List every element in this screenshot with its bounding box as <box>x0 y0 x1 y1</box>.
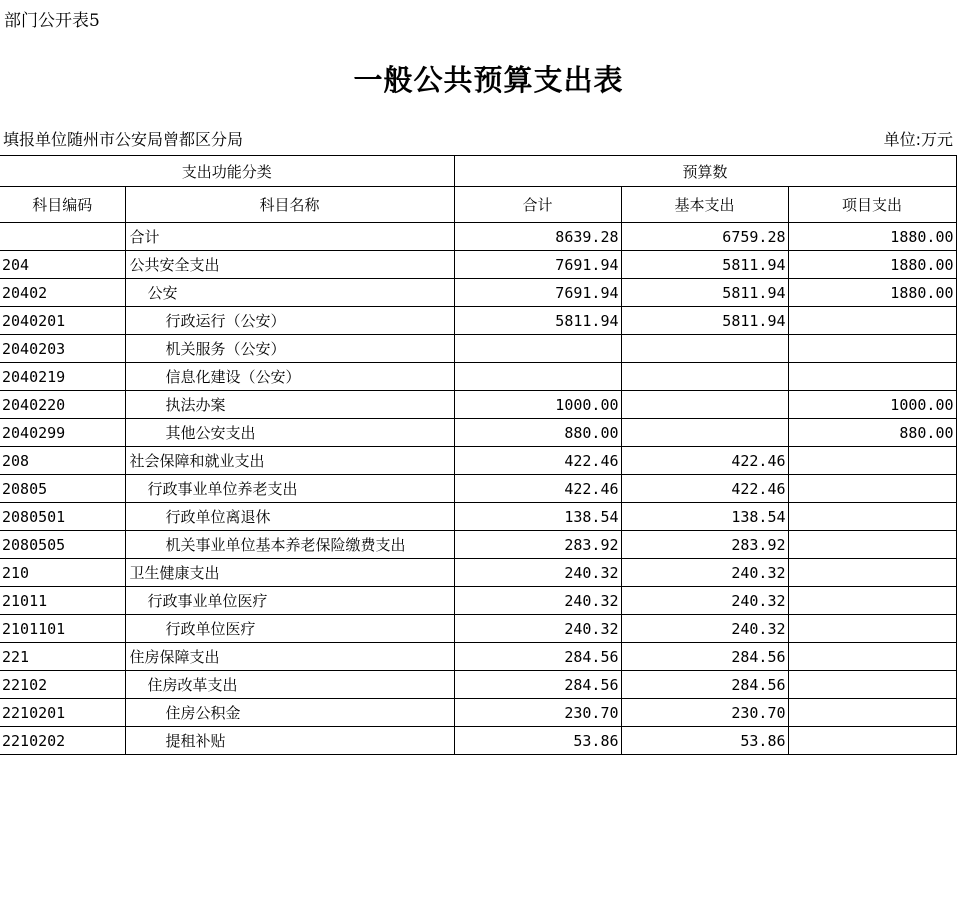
cell-code: 2040219 <box>0 363 125 391</box>
cell-name: 提租补贴 <box>125 727 454 755</box>
cell-total: 422.46 <box>454 475 621 503</box>
cell-total: 240.32 <box>454 587 621 615</box>
cell-code: 21011 <box>0 587 125 615</box>
cell-project <box>788 559 956 587</box>
cell-code: 2040203 <box>0 335 125 363</box>
cell-project: 1880.00 <box>788 223 956 251</box>
cell-total: 284.56 <box>454 643 621 671</box>
cell-project <box>788 503 956 531</box>
cell-total <box>454 335 621 363</box>
cell-code <box>0 223 125 251</box>
cell-code: 2080505 <box>0 531 125 559</box>
cell-name: 其他公安支出 <box>125 419 454 447</box>
budget-table <box>0 155 957 755</box>
cell-project <box>788 307 956 335</box>
cell-project <box>788 475 956 503</box>
table-row <box>0 559 956 587</box>
table-row <box>0 699 956 727</box>
table-row <box>0 475 956 503</box>
header-project: 项目支出 <box>788 187 956 223</box>
cell-code: 2040201 <box>0 307 125 335</box>
table-row <box>0 307 956 335</box>
cell-total: 1000.00 <box>454 391 621 419</box>
cell-name: 行政运行（公安） <box>125 307 454 335</box>
group-header-row <box>0 156 956 187</box>
header-name: 科目名称 <box>125 187 454 223</box>
cell-basic: 5811.94 <box>621 251 788 279</box>
header-code: 科目编码 <box>0 187 125 223</box>
cell-code: 2210201 <box>0 699 125 727</box>
cell-code: 22102 <box>0 671 125 699</box>
cell-total <box>454 363 621 391</box>
cell-basic: 284.56 <box>621 671 788 699</box>
cell-basic: 422.46 <box>621 447 788 475</box>
cell-name: 住房公积金 <box>125 699 454 727</box>
cell-basic: 240.32 <box>621 615 788 643</box>
cell-total: 230.70 <box>454 699 621 727</box>
cell-basic: 6759.28 <box>621 223 788 251</box>
cell-name: 机关事业单位基本养老保险缴费支出 <box>125 531 454 559</box>
cell-code: 2101101 <box>0 615 125 643</box>
cell-name: 行政单位离退休 <box>125 503 454 531</box>
cell-project <box>788 587 956 615</box>
cell-code: 2080501 <box>0 503 125 531</box>
cell-code: 208 <box>0 447 125 475</box>
cell-project <box>788 531 956 559</box>
cell-code: 20402 <box>0 279 125 307</box>
table-row <box>0 727 956 755</box>
cell-code: 2040220 <box>0 391 125 419</box>
cell-basic: 138.54 <box>621 503 788 531</box>
cell-project <box>788 699 956 727</box>
cell-project <box>788 671 956 699</box>
cell-basic: 230.70 <box>621 699 788 727</box>
cell-basic: 5811.94 <box>621 307 788 335</box>
cell-basic: 284.56 <box>621 643 788 671</box>
cell-total: 7691.94 <box>454 251 621 279</box>
reporting-unit: 填报单位随州市公安局曾都区分局 <box>3 130 244 149</box>
cell-project <box>788 363 956 391</box>
table-number-label: 部门公开表5 <box>4 11 100 31</box>
page-title: 一般公共预算支出表 <box>353 63 624 97</box>
table-row <box>0 391 956 419</box>
cell-name: 行政事业单位医疗 <box>125 587 454 615</box>
table-row <box>0 335 956 363</box>
cell-name: 社会保障和就业支出 <box>125 447 454 475</box>
cell-name: 执法办案 <box>125 391 454 419</box>
table-row <box>0 447 956 475</box>
cell-total: 7691.94 <box>454 279 621 307</box>
cell-total: 8639.28 <box>454 223 621 251</box>
header-budget-amount: 预算数 <box>454 156 956 187</box>
cell-basic <box>621 363 788 391</box>
table-row <box>0 363 956 391</box>
table-row <box>0 223 956 251</box>
cell-code: 204 <box>0 251 125 279</box>
cell-basic <box>621 391 788 419</box>
cell-name: 公安 <box>125 279 454 307</box>
table-row <box>0 643 956 671</box>
cell-project: 1880.00 <box>788 279 956 307</box>
cell-project <box>788 447 956 475</box>
cell-project <box>788 615 956 643</box>
cell-name: 行政单位医疗 <box>125 615 454 643</box>
cell-basic: 240.32 <box>621 587 788 615</box>
cell-code: 2210202 <box>0 727 125 755</box>
table-row <box>0 251 956 279</box>
table-row <box>0 531 956 559</box>
cell-name: 公共安全支出 <box>125 251 454 279</box>
cell-total: 284.56 <box>454 671 621 699</box>
cell-project: 880.00 <box>788 419 956 447</box>
cell-total: 138.54 <box>454 503 621 531</box>
table-row <box>0 671 956 699</box>
table-row <box>0 503 956 531</box>
header-total: 合计 <box>454 187 621 223</box>
table-row <box>0 419 956 447</box>
cell-project <box>788 727 956 755</box>
cell-project <box>788 643 956 671</box>
currency-unit: 单位:万元 <box>883 130 953 149</box>
cell-name: 卫生健康支出 <box>125 559 454 587</box>
cell-total: 283.92 <box>454 531 621 559</box>
cell-code: 20805 <box>0 475 125 503</box>
cell-code: 221 <box>0 643 125 671</box>
table-row <box>0 279 956 307</box>
cell-name: 行政事业单位养老支出 <box>125 475 454 503</box>
cell-name: 合计 <box>125 223 454 251</box>
cell-basic: 283.92 <box>621 531 788 559</box>
header-function-classification: 支出功能分类 <box>0 156 454 187</box>
table-row <box>0 615 956 643</box>
cell-total: 5811.94 <box>454 307 621 335</box>
cell-project <box>788 335 956 363</box>
cell-basic: 53.86 <box>621 727 788 755</box>
cell-project: 1880.00 <box>788 251 956 279</box>
cell-total: 422.46 <box>454 447 621 475</box>
cell-basic: 422.46 <box>621 475 788 503</box>
cell-total: 53.86 <box>454 727 621 755</box>
cell-basic: 5811.94 <box>621 279 788 307</box>
cell-basic <box>621 419 788 447</box>
cell-total: 880.00 <box>454 419 621 447</box>
cell-total: 240.32 <box>454 559 621 587</box>
cell-name: 机关服务（公安） <box>125 335 454 363</box>
cell-name: 住房改革支出 <box>125 671 454 699</box>
cell-code: 2040299 <box>0 419 125 447</box>
cell-basic: 240.32 <box>621 559 788 587</box>
cell-project: 1000.00 <box>788 391 956 419</box>
cell-name: 住房保障支出 <box>125 643 454 671</box>
cell-basic <box>621 335 788 363</box>
header-basic: 基本支出 <box>621 187 788 223</box>
cell-total: 240.32 <box>454 615 621 643</box>
column-header-row <box>0 187 956 223</box>
cell-name: 信息化建设（公安） <box>125 363 454 391</box>
table-row <box>0 587 956 615</box>
cell-code: 210 <box>0 559 125 587</box>
